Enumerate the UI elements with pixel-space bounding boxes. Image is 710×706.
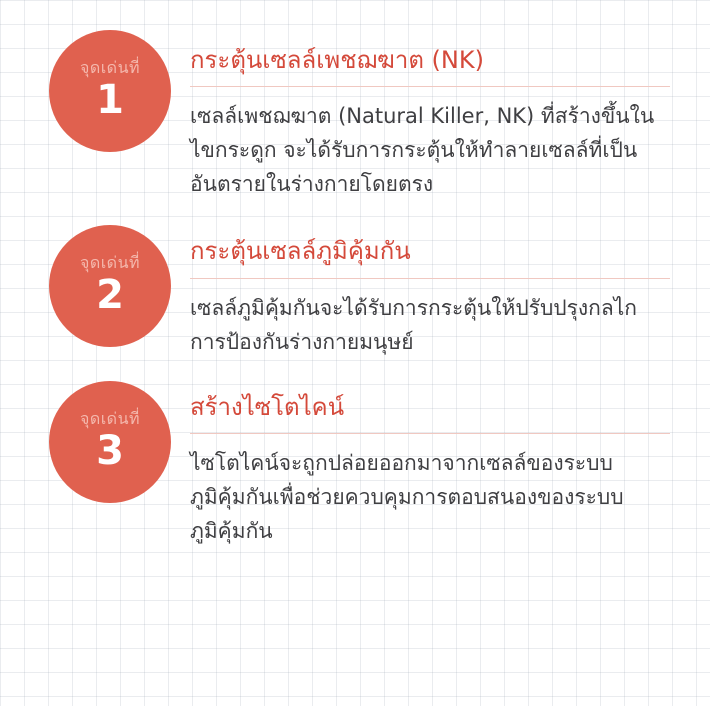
- heading-divider-2: [190, 278, 670, 279]
- feature-heading-3: สร้างไซโตไคน์: [190, 392, 345, 421]
- badge-number-3: 3: [96, 427, 124, 474]
- feature-body-1: เซลล์เพชฌฆาต (Natural Killer, NK) ที่สร้างขึ้นในไขกระดูก จะได้รับการกระตุ้นให้ทำลายเซลล์ที่เป็นอันตรายในร่างกายโดยตรง: [190, 104, 655, 197]
- feature-body-3: ไซโตไคน์จะถูกปล่อยออกมาจากเซลล์ของระบบภูมิคุ้มกันเพื่อช่วยควบคุมการตอบสนองของระบบภูมิคุ้มกัน: [190, 451, 624, 544]
- badge-label-3: จุดเด่นที่: [79, 408, 141, 428]
- feature-body-2: เซลล์ภูมิคุ้มกันจะได้รับการกระตุ้นให้ปรับปรุงกลไกการป้องกันร่างกายมนุษย์: [190, 295, 638, 354]
- feature-badge-3: [49, 381, 171, 503]
- heading-divider-3: [190, 433, 670, 434]
- badge-number-1: 1: [96, 77, 124, 123]
- feature-item-3: [30, 377, 680, 548]
- badge-label-2: จุดเด่นที่: [79, 253, 141, 273]
- feature-content-3: [190, 377, 680, 548]
- badge-number-2: 2: [96, 272, 124, 319]
- feature-content-2: [190, 221, 680, 358]
- feature-item-1: [30, 26, 680, 201]
- heading-divider-1: [190, 86, 670, 87]
- feature-content-1: [190, 26, 680, 201]
- badge-container-2: [30, 221, 190, 347]
- feature-badge-2: [49, 225, 171, 347]
- badge-label-1: จุดเด่นที่: [79, 58, 141, 77]
- feature-heading-1: กระตุ้นเซลล์เพชฌฆาต (NK): [190, 46, 484, 74]
- feature-heading-2: กระตุ้นเซลล์ภูมิคุ้มกัน: [190, 237, 411, 266]
- feature-item-2: [30, 221, 680, 358]
- badge-container-3: [30, 377, 190, 503]
- feature-badge-1: [49, 30, 171, 152]
- badge-container-1: [30, 26, 190, 152]
